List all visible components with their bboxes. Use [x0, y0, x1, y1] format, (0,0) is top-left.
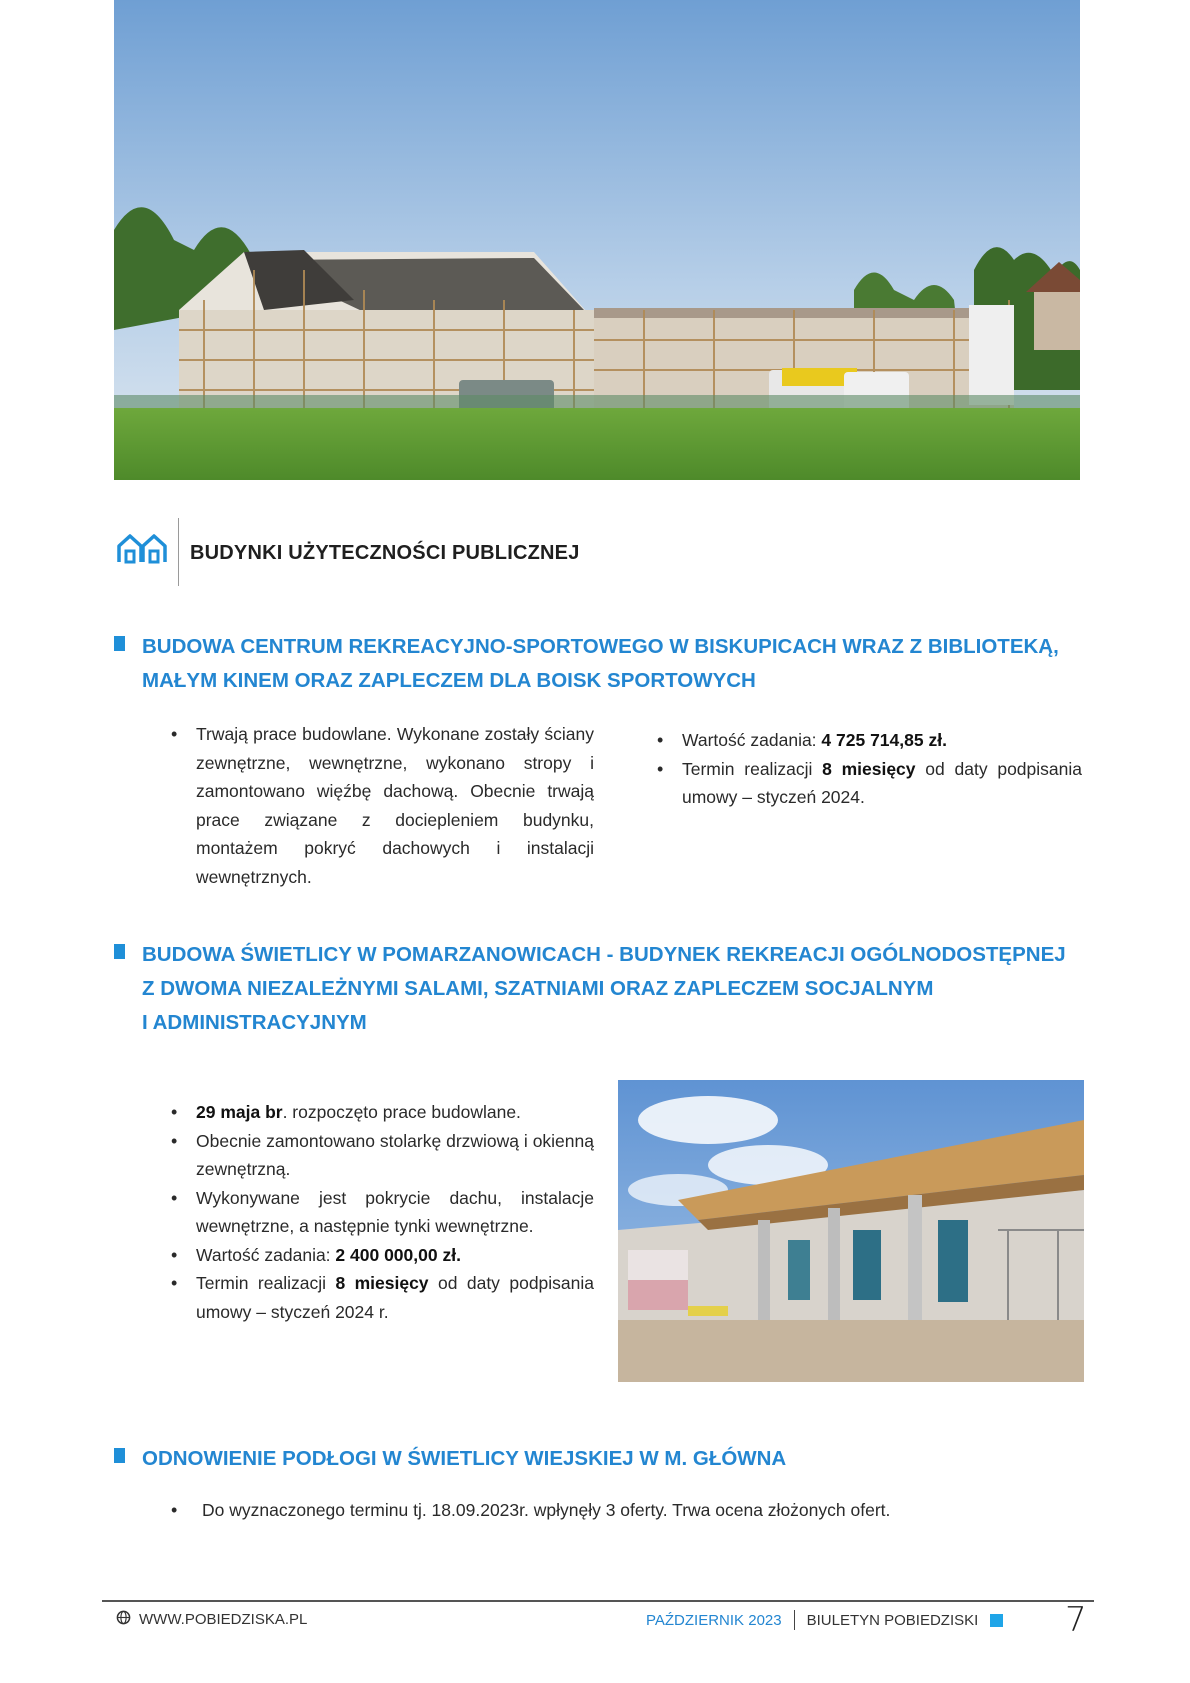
list-item-term: • Termin realizacji 8 miesięcy od daty podpisania umowy – styczeń 2024 r. [168, 1269, 594, 1326]
list-item: • Trwają prace budowlane. Wykonane zostały ściany zewnętrzne, wewnętrzne, wykonano stropy i zamontowano więźbę dachową. Obecnie trwają prace związane z dociepleniem budynku, montażem pokryć dachowych i instalacji wewnętrznych. [168, 720, 594, 891]
heading-square-marker [114, 944, 125, 959]
footer-issue-info [646, 1610, 1003, 1630]
list-item: • Wykonywane jest pokrycie dachu, instalacje wewnętrzne, a następnie tynki wewnętrzne. [168, 1184, 594, 1241]
heading-square-marker [114, 1448, 125, 1463]
buildings-icon [116, 532, 168, 569]
page-number: 7 [1065, 1600, 1087, 1640]
article-heading-biskupice [114, 630, 1104, 698]
heading-line: Z DWOMA NIEZALEŻNYMI SALAMI, SZATNIAMI ORAZ ZAPLECZEM SOCJALNYM [142, 977, 934, 1000]
term-duration: 8 miesięcy [822, 758, 916, 779]
globe-icon [116, 1610, 131, 1629]
value-amount: 2 400 000,00 zł. [335, 1244, 461, 1265]
footer-rule [102, 1600, 1094, 1602]
heading-line: ODNOWIENIE PODŁOGI W ŚWIETLICY WIEJSKIEJ W M. GŁÓWNA [142, 1447, 787, 1470]
list-item: • Obecnie zamontowano stolarkę drzwiową i okienną zewnętrzną. [168, 1127, 594, 1184]
start-date: 29 maja br [196, 1102, 283, 1122]
value-amount: 4 725 714,85 zł. [821, 730, 947, 750]
heading-square-marker [114, 636, 125, 651]
heading-line: I ADMINISTRACYJNYM [142, 1011, 367, 1034]
construction-photo-biskupice [114, 0, 1080, 480]
list-item-value: • Wartość zadania: 4 725 714,85 zł. [654, 726, 1082, 755]
list-item: • Do wyznaczonego terminu tj. 18.09.2023r. wpłynęły 3 oferty. Trwa ocena złożonych ofert. [168, 1496, 1068, 1525]
heading-line: BUDOWA CENTRUM REKREACYJNO-SPORTOWEGO W BISKUPICACH WRAZ Z BIBLIOTEKĄ, [142, 635, 1059, 658]
article-heading-pomarzanowice [114, 938, 1104, 1040]
article-glowna-bullets [168, 1496, 1068, 1525]
footer-website[interactable] [116, 1610, 307, 1629]
footer-separator [794, 1610, 795, 1630]
section-divider [178, 518, 179, 586]
heading-line: BUDOWA ŚWIETLICY W POMARZANOWICACH - BUDYNEK REKREACJI OGÓLNODOSTĘPNEJ [142, 943, 1066, 966]
article-pomarzanowice-bullets [168, 1098, 594, 1326]
heading-line: MAŁYM KINEM ORAZ ZAPLECZEM DLA BOISK SPORTOWYCH [142, 669, 756, 692]
footer-square-marker [990, 1614, 1003, 1627]
term-duration: 8 miesięcy [335, 1273, 429, 1293]
website-link[interactable]: WWW.POBIEDZISKA.PL [139, 1611, 308, 1628]
list-item-value: • Wartość zadania: 2 400 000,00 zł. [168, 1241, 594, 1270]
article-heading-glowna [114, 1442, 1104, 1476]
issue-month: PAŹDZIERNIK 2023 [646, 1611, 782, 1629]
list-item: • 29 maja br. rozpoczęto prace budowlane. [168, 1098, 594, 1127]
article-biskupice-left-column [168, 720, 594, 891]
list-item-term: • Termin realizacji 8 miesięcy od daty podpisania umowy – styczeń 2024. [654, 755, 1082, 812]
section-title: BUDYNKI UŻYTECZNOŚCI PUBLICZNEJ [190, 542, 580, 564]
article-biskupice-right-column [654, 726, 1082, 812]
bulletin-name: BIULETYN POBIEDZISKI [806, 1611, 979, 1629]
construction-photo-pomarzanowice [618, 1080, 1084, 1382]
